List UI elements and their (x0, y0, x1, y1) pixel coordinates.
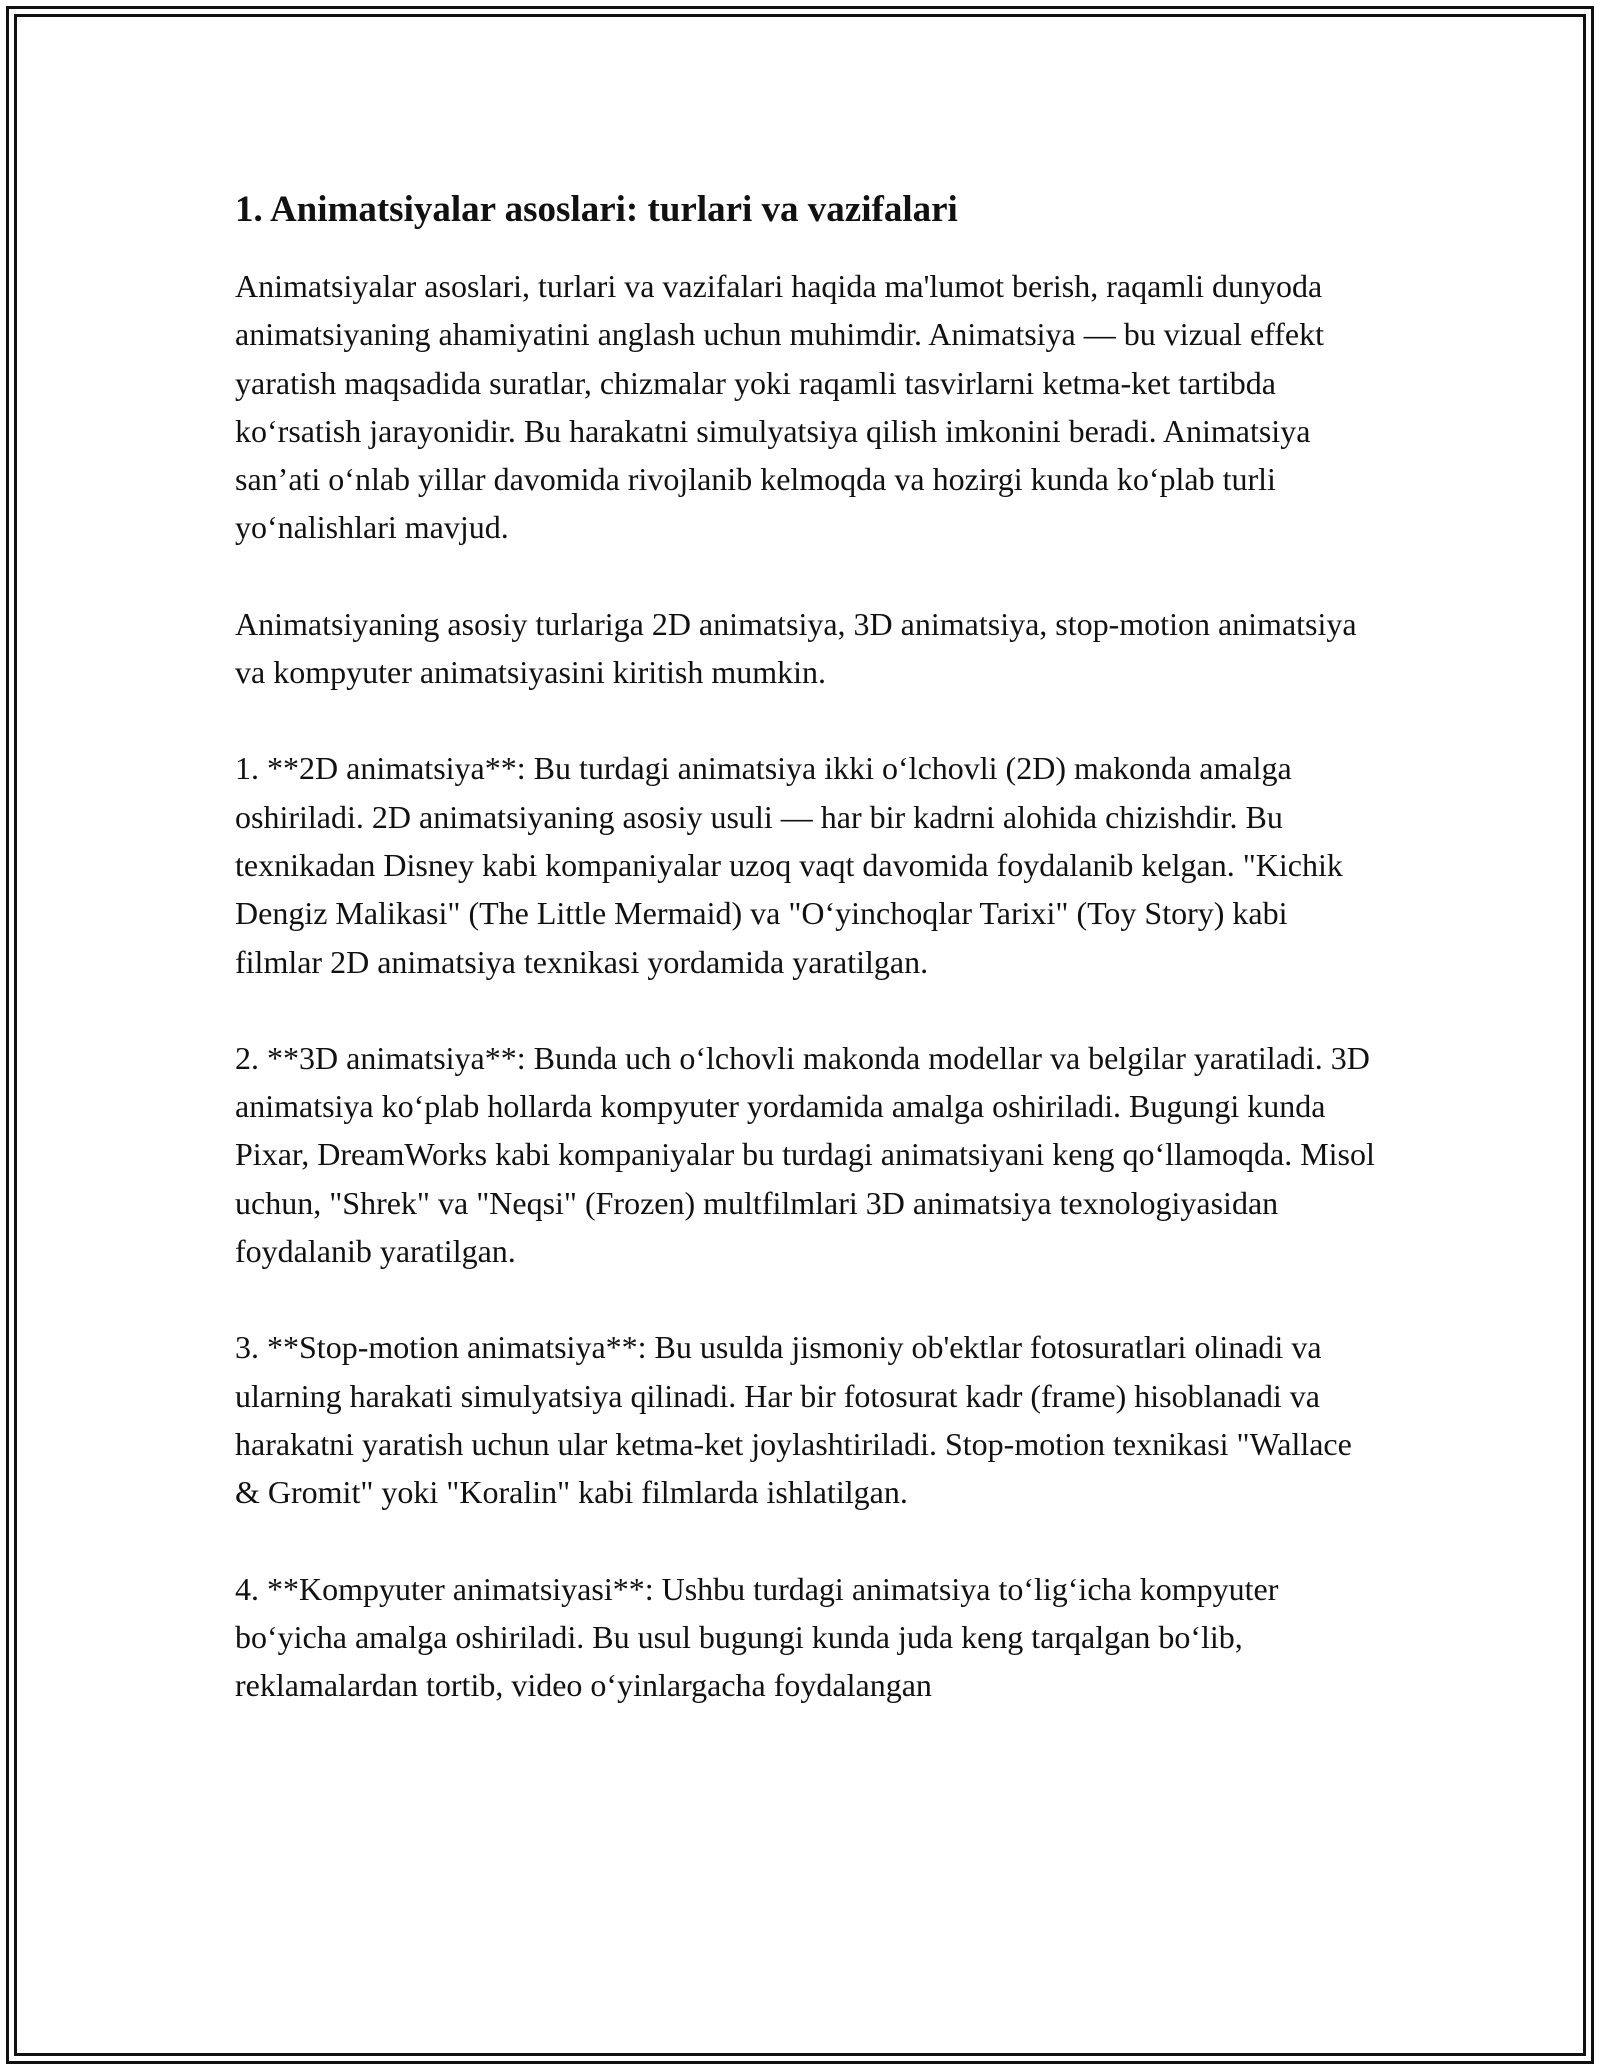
types-summary-paragraph: Animatsiyaning asosiy turlariga 2D animatsiya, 3D animatsiya, stop-motion animatsiya va kompyuter animatsiyasini kiritish mumkin. (235, 605, 1357, 691)
intro-paragraph: Animatsiyalar asoslari, turlari va vazifalari haqida ma'lumot berish, raqamli dunyoda animatsiyaning ahamiyatini anglash uchun muhimdir. Animatsiya — bu vizual effekt yaratish maqsadida suratlar, chizmalar yoki raqamli tasvirlarni ketma-ket tartibda ko‘rsatish jarayonidir. Bu harakatni simulyatsiya qilish imkonini beradi. Animatsiya san’ati o‘nlab yillar davomida rivojlanib kelmoqda va hozirgi kunda ko‘plab turli yo‘nalishlari mavjud. (235, 268, 1324, 546)
list-item-3d-animation: 2. **3D animatsiya**: Bunda uch o‘lchovli makonda modellar va belgilar yaratiladi. 3D animatsiya ko‘plab hollarda kompyuter yordamida amalga oshiriladi. Bugungi kunda Pixar, DreamWorks kabi kompaniyalar bu turdagi animatsiyani keng qo‘llamoqda. Misol uchun, "Shrek" va "Neqsi" (Frozen) multfilmlari 3D animatsiya texnologiyasidan foydalanib yaratilgan. (235, 1039, 1375, 1270)
list-item-computer-animation: 4. **Kompyuter animatsiyasi**: Ushbu turdagi animatsiya to‘lig‘icha kompyuter bo‘yicha amalga oshiriladi. Bu usul bugungi kunda juda keng tarqalgan bo‘lib, reklamalardan tortib, video o‘yinlargacha foydalangan (235, 1570, 1279, 1704)
section-heading: 1. Animatsiyalar asoslari: turlari va vazifalari (235, 189, 958, 230)
list-item-stop-motion: 3. **Stop-motion animatsiya**: Bu usulda jismoniy ob'ektlar fotosuratlari olinadi va ularning harakati simulyatsiya qilinadi. Har bir fotosurat kadr (frame) hisoblanadi va harakatni yaratish uchun ular ketma-ket joylashtiriladi. Stop-motion texnikasi "Wallace & Gromit" yoki "Koralin" kabi filmlarda ishlatilgan. (235, 1329, 1352, 1511)
list-item-2d-animation: 1. **2D animatsiya**: Bu turdagi animatsiya ikki o‘lchovli (2D) makonda amalga oshiriladi. 2D animatsiyaning asosiy usuli — har bir kadrni alohida chizishdir. Bu texnikadan Disney kabi kompaniyalar uzoq vaqt davomida foydalanib kelgan. "Kichik Dengiz Malikasi" (The Little Mermaid) va "O‘yinchoqlar Tarixi" (Toy Story) kabi filmlar 2D animatsiya texnikasi yordamida yaratilgan. (235, 750, 1343, 980)
document-body (235, 186, 1375, 1757)
